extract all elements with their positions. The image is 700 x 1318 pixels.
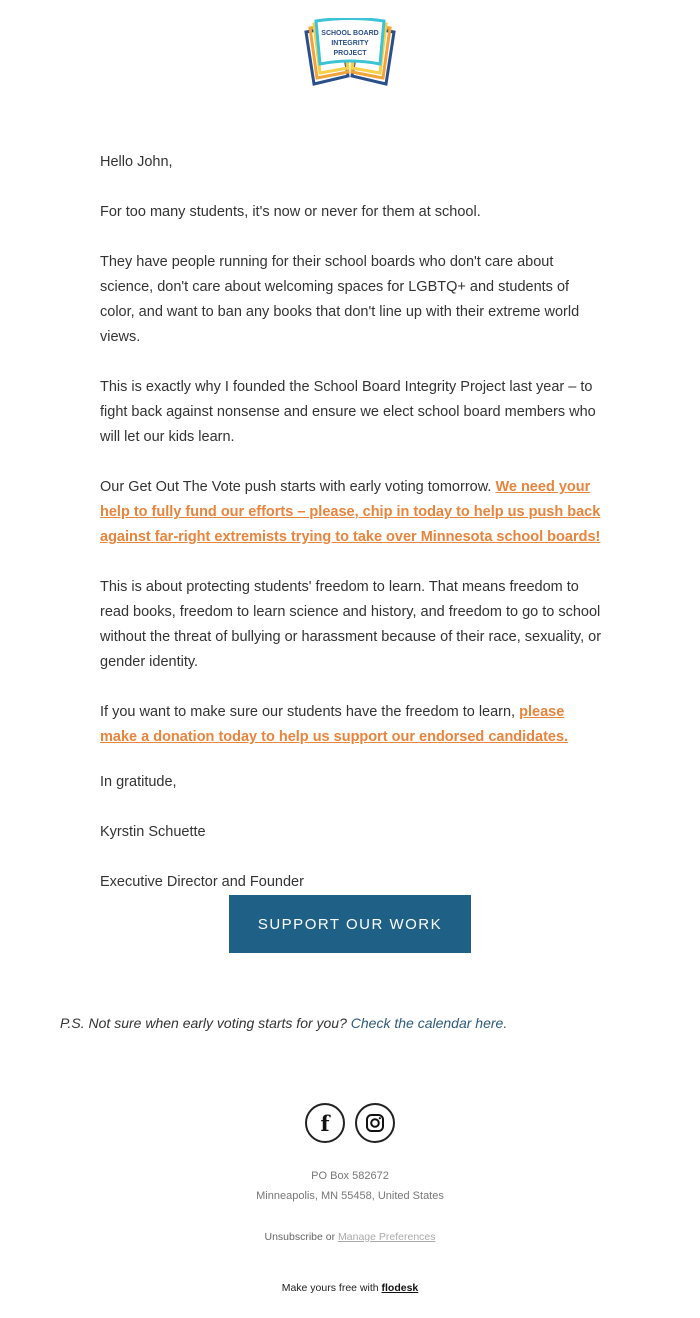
support-our-work-button[interactable]: SUPPORT OUR WORK — [229, 895, 471, 953]
paragraph-4 — [100, 475, 605, 550]
unsubscribe-link[interactable]: Unsubscribe — [264, 1231, 323, 1243]
address-line-2: Minneapolis, MN 55458, United States — [256, 1190, 444, 1202]
logo-line-2: INTEGRITY — [331, 40, 369, 47]
flodesk-link[interactable]: flodesk — [381, 1282, 419, 1294]
donate-link-1[interactable]: We need your help to fully fund our efforts – please, chip in today to help us push back against far-right extremists trying to take over Minnesota school boards! — [100, 479, 601, 545]
facebook-glyph: f — [320, 1110, 330, 1136]
address-line-1: PO Box 582672 — [311, 1170, 389, 1182]
unsubscribe-or: or — [322, 1231, 339, 1243]
logo-line-1: SCHOOL BOARD — [321, 30, 379, 37]
postscript-text: P.S. Not sure when early voting starts for you? — [60, 1015, 351, 1031]
paragraph-3: This is exactly why I founded the School Board Integrity Project last year – to fight back against nonsense and ensure we elect school board members who will let our kids learn. — [100, 379, 596, 445]
donate-link-2[interactable]: please make a donation today to help us support our endorsed candidates. — [100, 704, 569, 745]
unsubscribe-row — [0, 1231, 700, 1243]
greeting: Hello John, — [100, 154, 173, 170]
social-links — [305, 1103, 395, 1143]
instagram-glyph — [365, 1113, 385, 1133]
logo-line-3: PROJECT — [333, 50, 367, 57]
paragraph-4-text: Our Get Out The Vote push starts with early voting tomorrow. — [100, 479, 496, 495]
paragraph-1: For too many students, it's now or never for them at school. — [100, 204, 481, 220]
paragraph-6-text: If you want to make sure our students have the freedom to learn, — [100, 704, 520, 720]
logo-book-icon — [300, 18, 400, 88]
signature-title: Executive Director and Founder — [100, 874, 304, 890]
signature-name: Kyrstin Schuette — [100, 824, 206, 840]
made-with-text: Make yours free with — [281, 1282, 382, 1294]
postscript — [60, 1015, 507, 1031]
facebook-icon[interactable] — [305, 1103, 345, 1143]
closing: In gratitude, — [100, 774, 177, 790]
paragraph-5: This is about protecting students' freedom to learn. That means freedom to read books, freedom to learn science and history, and freedom to go to school without the threat of bullying or harassment because of their race, sexuality, or gender identity. — [100, 579, 602, 670]
paragraph-2: They have people running for their school boards who don't care about science, don't care about welcoming spaces for LGBTQ+ and students of color, and want to ban any books that don't line up with their extreme world views. — [100, 254, 580, 345]
manage-preferences-link[interactable]: Manage Preferences — [338, 1231, 436, 1243]
instagram-icon[interactable] — [355, 1103, 395, 1143]
calendar-link[interactable]: Check the calendar here. — [350, 1015, 508, 1031]
email-body — [100, 150, 605, 920]
made-with-flodesk — [0, 1282, 700, 1294]
school-board-integrity-project-logo — [300, 18, 400, 88]
paragraph-6 — [100, 700, 605, 750]
